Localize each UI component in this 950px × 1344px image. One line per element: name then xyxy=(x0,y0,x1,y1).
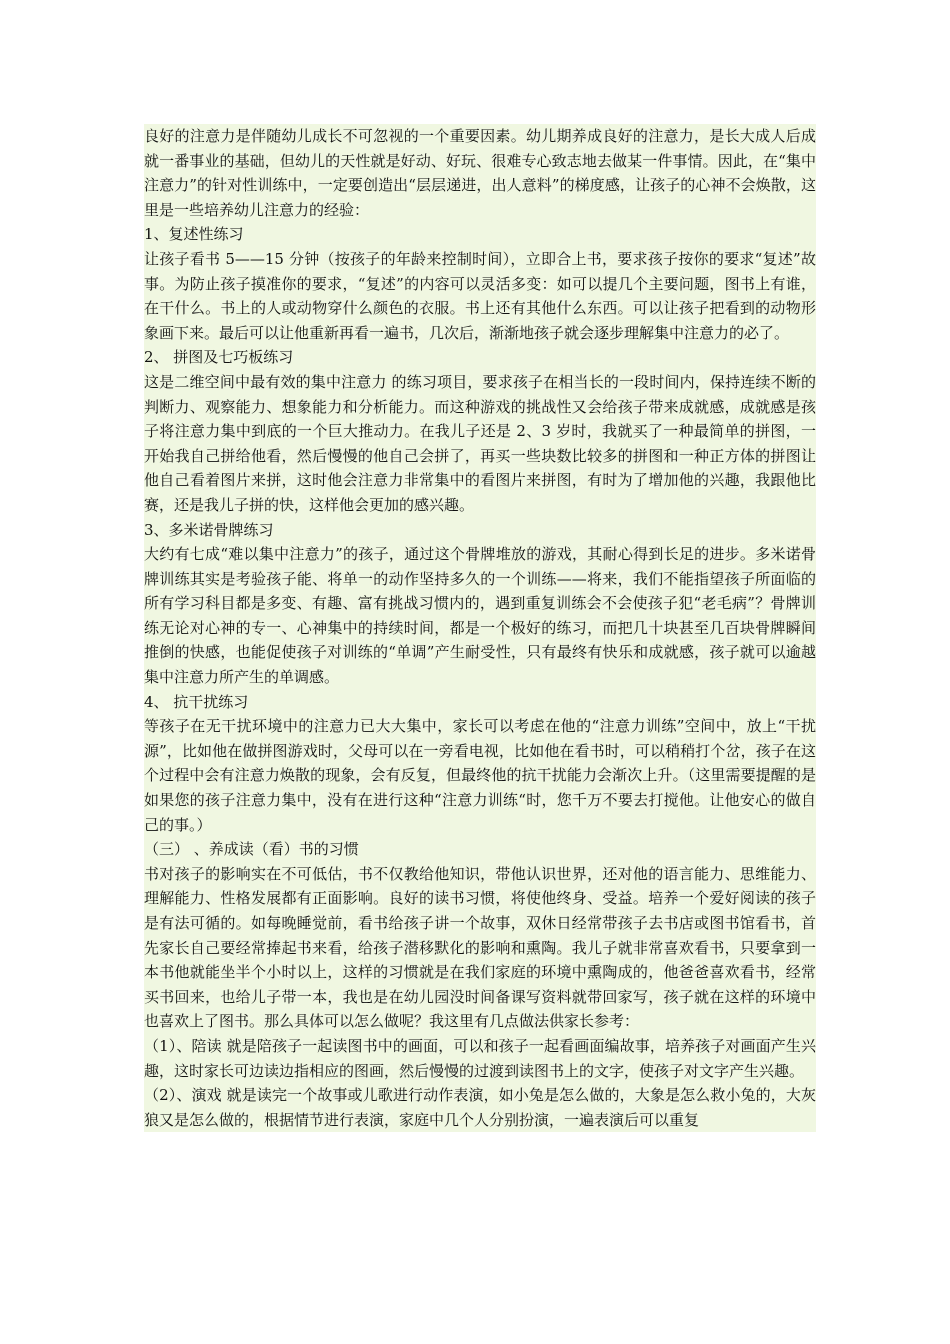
section-heading-puzzle: 2、 拼图及七巧板练习 xyxy=(144,348,294,367)
paragraph-anti-interference: 等孩子在无干扰环境中的注意力已大大集中，家长可以考虑在他的“注意力训练”空间中，放上“干扰源”，比如他在做拼图游戏时，父母可以在一旁看电视，比如他在看书时，可以稍稍打个岔，孩子在这个过程中会有注意力焕散的现象，会有反复，但最终他的抗干扰能力会渐次上升。（这里需要提醒的是如果您的孩子注意力集中，没有在进行这种“注意力训练“时，您千万不要去打搅他。让他安心的做自己的事。） xyxy=(144,717,816,834)
section-heading-retelling: 1、复述性练习 xyxy=(144,225,244,244)
section-heading-anti-interference: 4、 抗干扰练习 xyxy=(144,692,249,711)
paragraph-acting: （2）、演戏 就是读完一个故事或儿歌进行动作表演，如小兔是怎么做的，大象是怎么救小兔的，大灰狼又是怎么做的，根据情节进行表演，家庭中几个人分别扮演，一遍表演后可以重复 xyxy=(144,1086,816,1129)
paragraph-intro: 良好的注意力是伴随幼儿成长不可忽视的一个重要因素。幼儿期养成良好的注意力，是长大成人后成就一番事业的基础，但幼儿的天性就是好动、好玩、很难专心致志地去做某一件事情。因此，在“集中注意力”的针对性训练中，一定要创造出“层层递进，出人意料”的梯度感，让孩子的心神不会焕散，这里是一些培养幼儿注意力的经验： xyxy=(144,127,816,219)
paragraph-reading-habit: 书对孩子的影响实在不可低估，书不仅教给他知识，带他认识世界，还对他的语言能力、思维能力、理解能力、性格发展都有正面影响。良好的读书习惯，将使他终身、受益。培养一个爱好阅读的孩子是有法可循的。如每晚睡觉前，看书给孩子讲一个故事，双休日经常带孩子去书店或图书馆看书，首先家长自己要经常捧起书来看，给孩子潜移默化的影响和熏陶。我儿子就非常喜欢看书，只要拿到一本书他就能坐半个小时以上，这样的习惯就是在我们家庭的环境中熏陶成的，他爸爸喜欢看书，经常买书回来，也给儿子带一本，我也是在幼儿园没时间备课写资料就带回家写，孩子就在这样的环境中也喜欢上了图书。那么具体可以怎么做呢？我这里有几点做法供家长参考： xyxy=(144,864,816,1031)
paragraph-accompany-reading: （1）、陪读 就是陪孩子一起读图书中的画面，可以和孩子一起看画面编故事，培养孩子对画面产生兴趣，这时家长可边读边指相应的图画，然后慢慢的过渡到读图书上的文字，使孩子对文字产生兴趣。 xyxy=(144,1036,816,1080)
section-heading-domino: 3、多米诺骨牌练习 xyxy=(144,520,274,539)
paragraph-retelling: 让孩子看书 5——15 分钟（按孩子的年龄来控制时间），立即合上书，要求孩子按你的要求“复述”故事。为防止孩子摸准你的要求，“复述”的内容可以灵活多变：如可以提几个主要问题，图书上有谁，在干什么。书上的人或动物穿什么颜色的衣服。书上还有其他什么东西。可以让孩子把看到的动物形象画下来。最后可以让他重新再看一遍书，几次后，渐渐地孩子就会逐步理解集中注意力的必了。 xyxy=(144,249,816,342)
paragraph-puzzle: 这是二维空间中最有效的集中注意力 的练习项目，要求孩子在相当长的一段时间内，保持连续不断的判断力、观察能力、想象能力和分析能力。而这种游戏的挑战性又会给孩子带来成就感，成就感是孩子将注意力集中到底的一个巨大推动力。在我儿子还是 2、3 岁时，我就买了一种最简单的拼图，一开始我自己拼给他看，然后慢慢的他自己会拼了，再买一些块数比较多的拼图和一种正方体的拼图让他自己看着图片来拼，这时他会注意力非常集中的看图片来拼图，有时为了增加他的兴趣，我跟他比赛，还是我儿子拼的快，这样他会更加的感兴趣。 xyxy=(144,372,816,514)
section-heading-reading-habit: （三） 、养成读（看）书的习惯 xyxy=(144,840,359,859)
document-body xyxy=(144,124,816,1132)
paragraph-domino: 大约有七成“难以集中注意力”的孩子，通过这个骨牌堆放的游戏，其耐心得到长足的进步。多米诺骨牌训练其实是考验孩子能、将单一的动作坚持多久的一个训练——将来，我们不能指望孩子所面临的所有学习科目都是多变、有趣、富有挑战习惯内的，遇到重复训练会不会使孩子犯“老毛病”？骨牌训练无论对心神的专一、心神集中的持续时间，都是一个极好的练习，而把几十块甚至几百块骨牌瞬间推倒的快感，也能促使孩子对训练的“单调”产生耐受性，只有最终有快乐和成就感，孩子就可以逾越集中注意力所产生的单调感。 xyxy=(144,545,816,687)
